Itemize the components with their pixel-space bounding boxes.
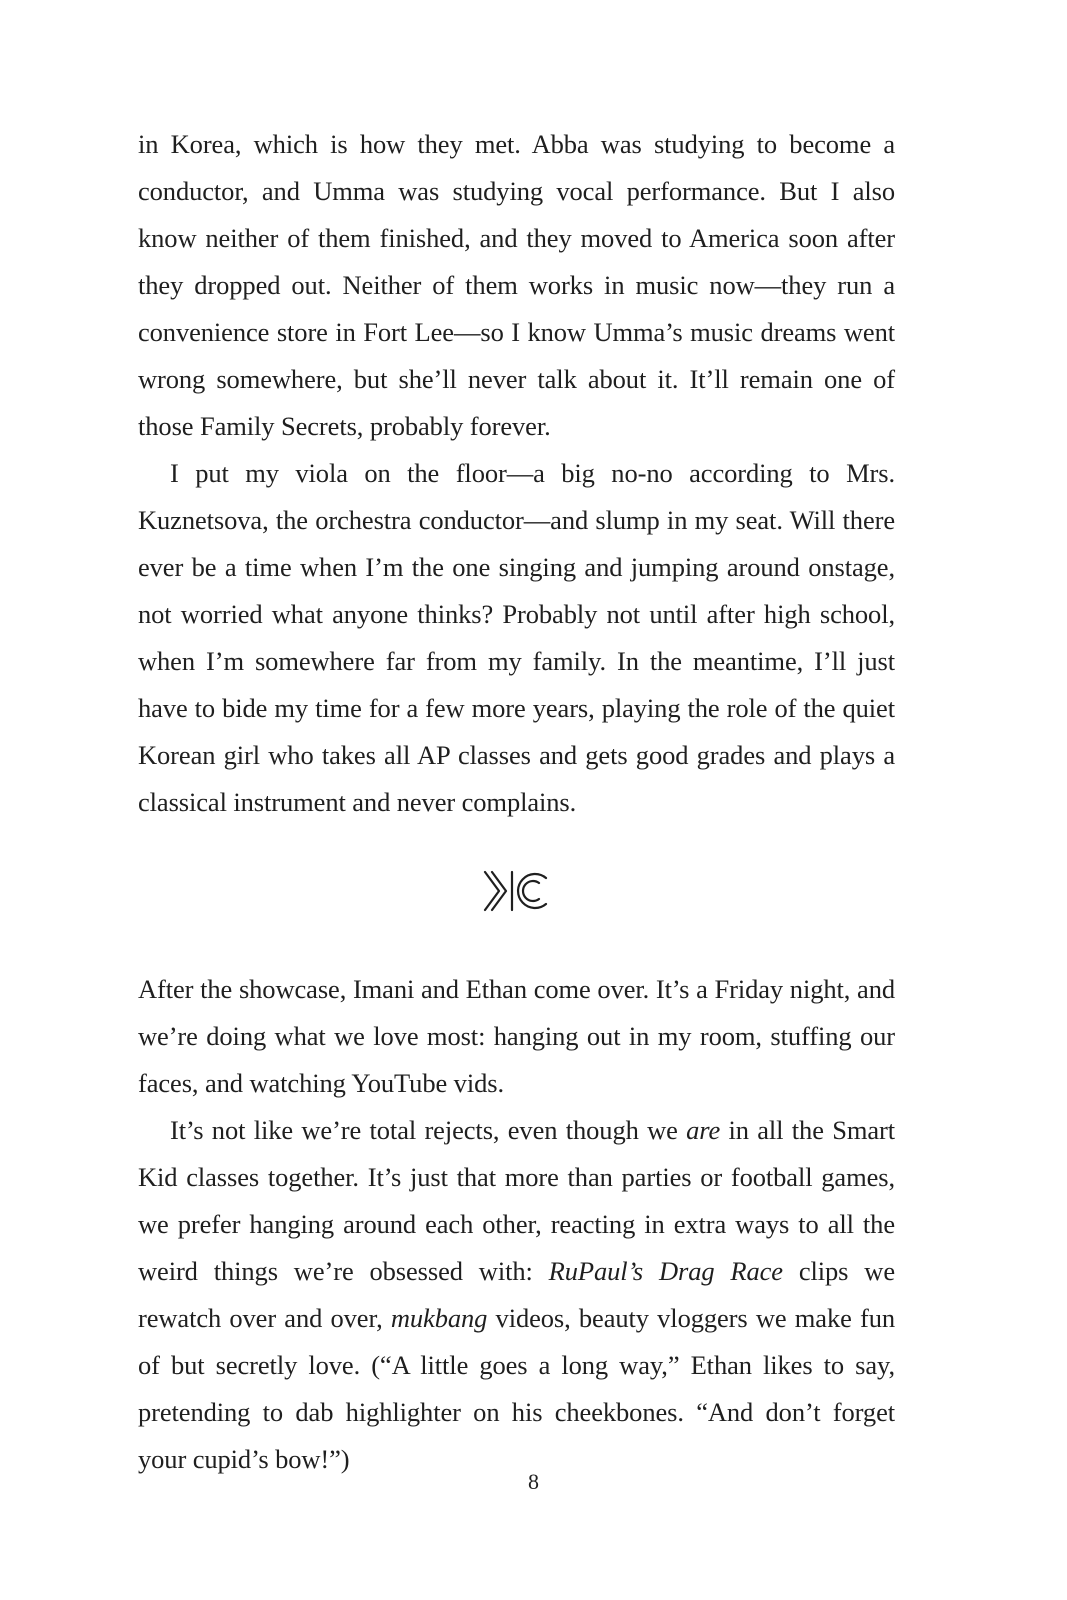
page-number: 8 (528, 1469, 539, 1494)
section-break-ornament-icon (482, 866, 550, 916)
emphasis-show-title: RuPaul’s Drag Race (548, 1256, 783, 1286)
emphasis-are: are (686, 1115, 721, 1145)
text-run: videos, beauty vloggers we make fun of but secretly love. (“A little goes a long way,” Ethan likes to say, pretending to dab highlighter on his cheekbones. “And don’t forget your cupid’s bow!”) (138, 1303, 895, 1474)
paragraph-not-rejects (138, 1107, 895, 1483)
paragraph-after-showcase: After the showcase, Imani and Ethan come over. It’s a Friday night, and we’re doing what we love most: hanging out in my room, stuffing our faces, and watching YouTube vids. (138, 974, 895, 1098)
text-run: in all the Smart Kid classes together. It’s just that more than parties or football games, we prefer hanging around each other, reacting in extra ways to all the weird things we’re obsessed with: (138, 1115, 895, 1286)
text-run: It’s not like we’re total rejects, even though we (170, 1115, 687, 1145)
emphasis-mukbang: mukbang (390, 1303, 488, 1333)
text-section-top (138, 121, 895, 826)
paragraph-viola: I put my viola on the floor—a big no-no according to Mrs. Kuznetsova, the orchestra conductor—and slump in my seat. Will there ever be a time when I’m the one singing and jumping around onstage, not worried what anyone thinks? Probably not until after high school, when I’m somewhere far from my family. In the meantime, I’ll just have to bide my time for a few more years, playing the role of the quiet Korean girl who takes all AP classes and gets good grades and plays a classical instrument and never complains. (138, 458, 895, 817)
paragraph-continued: in Korea, which is how they met. Abba was studying to become a conductor, and Umma was studying vocal performance. But I also know neither of them finished, and they moved to America soon after they dropped out. Neither of them works in music now—they run a convenience store in Fort Lee—so I know Umma’s music dreams went wrong somewhere, but she’ll never talk about it. It’ll remain one of those Family Secrets, probably forever. (138, 129, 895, 441)
text-run: clips we rewatch over and over, (138, 1256, 895, 1333)
text-section-bottom (138, 966, 895, 1483)
